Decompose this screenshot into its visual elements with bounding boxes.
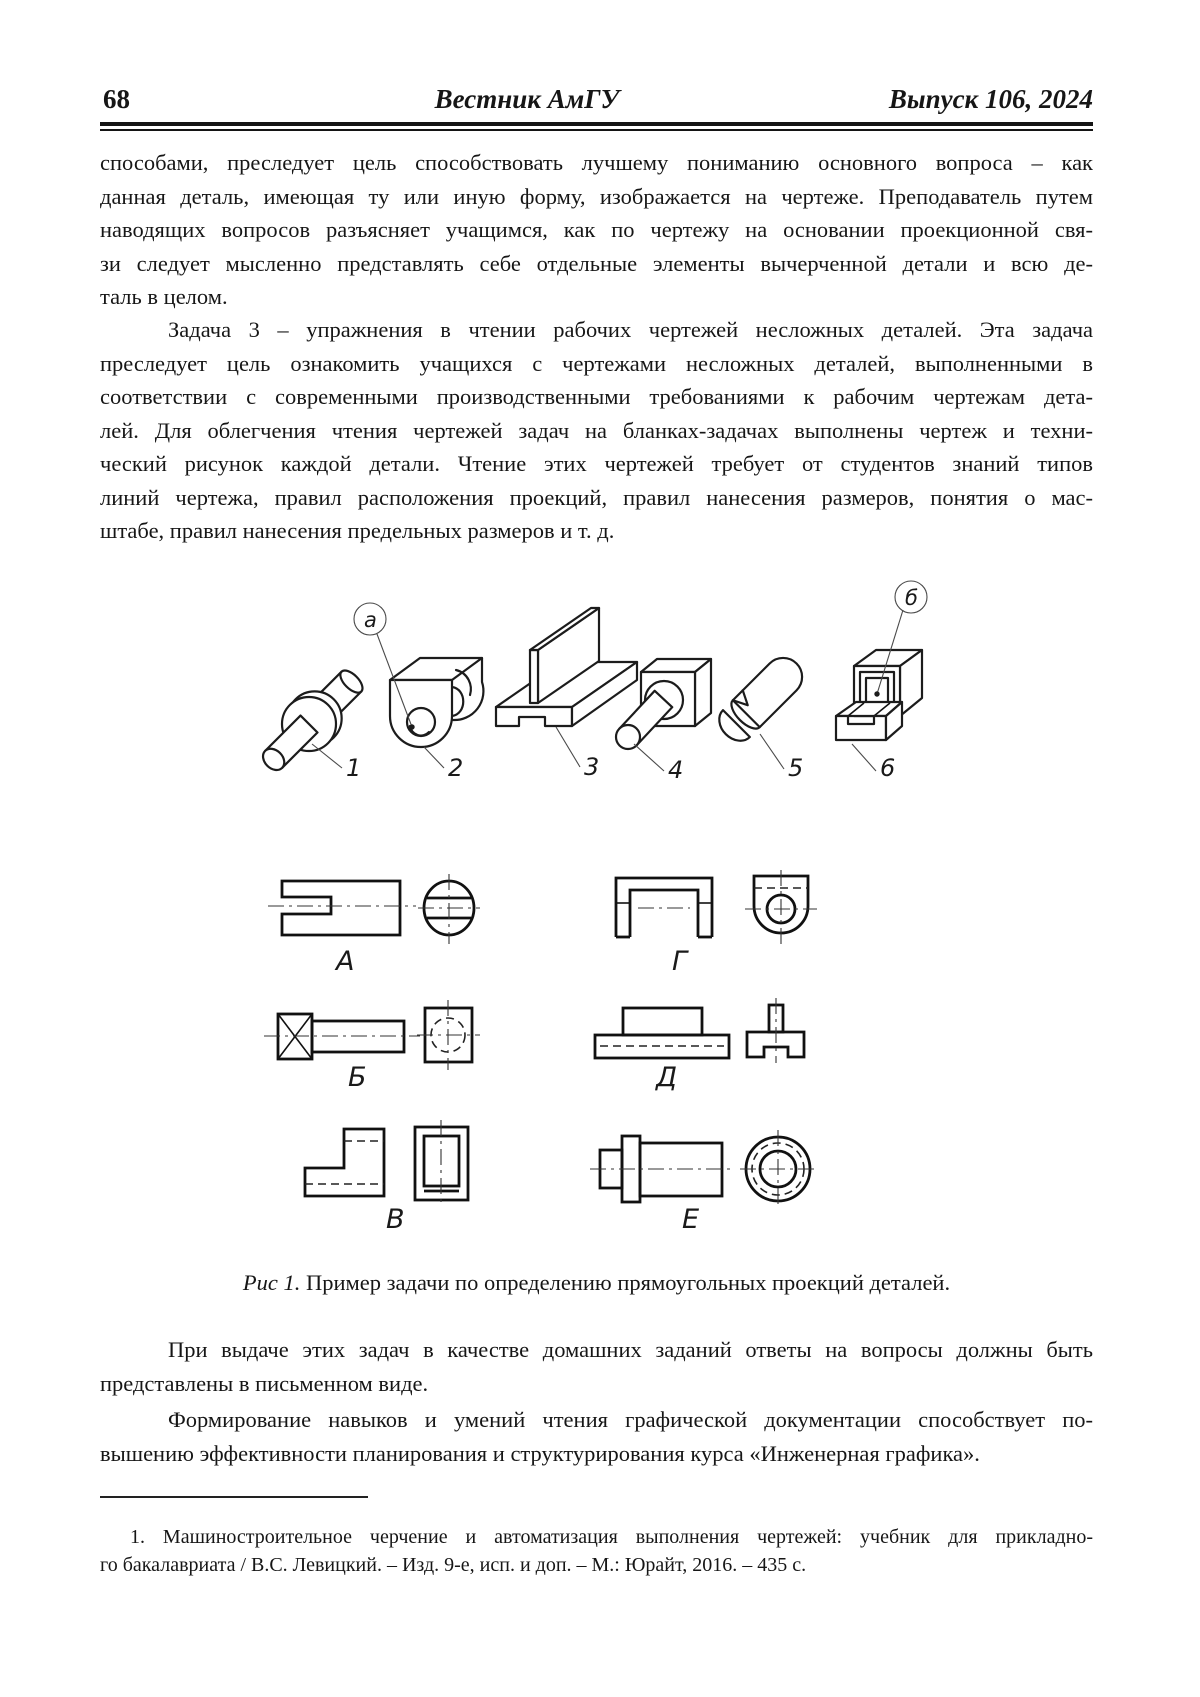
text-line: зи следует мысленно представлять себе отдельные элементы вычерченной детали и всю де- (100, 250, 1093, 276)
callout-b-label: б (905, 586, 918, 610)
projection-G (616, 870, 817, 977)
projection-label-A: А (336, 946, 355, 977)
text-line: ческий рисунок каждой детали. Чтение этих чертежей требует от студентов знаний типов (100, 451, 1093, 476)
text-line: соответствии с современными производственными требованиями к рабочим чертежам дета- (100, 384, 1093, 409)
text-line: представлены в письменном виде. (100, 1370, 429, 1396)
text-line: Задача 3 – упражнения в чтении рабочих чертежей несложных деталей. Эта задача (168, 317, 1093, 342)
part-3-plate-with-rib (496, 608, 637, 726)
projection-label-G: Г (672, 946, 688, 977)
text-line: Формирование навыков и умений чтения графической документации способствует по- (168, 1407, 1093, 1432)
projection-E (590, 1130, 816, 1235)
figure-caption (100, 1270, 1093, 1296)
page-number: 68 (103, 84, 130, 114)
text-line: таль в целом. (100, 284, 228, 309)
text-line: вышению эффективности планирования и структурирования курса «Инженерная графика». (100, 1440, 980, 1466)
footnote (100, 1524, 1093, 1579)
text-line: го бакалавриата / В.С. Левицкий. – Изд. 9-е, исп. и доп. – М.: Юрайт, 2016. – 435 с. (100, 1553, 807, 1576)
text-line: лей. Для облегчения чтения чертежей задач на бланках-задачах выполнены чертеж и техни- (100, 417, 1093, 443)
paragraph-4 (100, 1403, 1093, 1470)
issue-label: Выпуск 106, 2024 (888, 84, 1093, 114)
callout-a (354, 603, 415, 730)
text-line: наводящих вопросов разъясняет учащимся, как по чертежу на основании проекционной свя- (100, 217, 1093, 242)
projection-label-D: Д (656, 1062, 678, 1093)
text-line: линий чертежа, правил расположения проекций, правил нанесения размеров, понятия о мас- (100, 484, 1093, 510)
part-number-1: 1 (346, 754, 362, 782)
figure-caption-label: Рис 1. (242, 1270, 301, 1295)
text-line: преследует цель ознакомить учащихся с чертежами несложных деталей, выполненными в (100, 350, 1093, 376)
projection-V (305, 1120, 468, 1235)
part-number-5: 5 (788, 754, 804, 782)
projection-B (264, 1000, 480, 1093)
projection-label-V: В (386, 1204, 405, 1235)
part-number-3: 3 (584, 753, 600, 781)
part-number-2: 2 (448, 754, 464, 782)
projection-label-E: Е (682, 1204, 700, 1235)
figure-caption-text: Пример задачи по определению прямоугольных проекций деталей. (300, 1270, 951, 1295)
journal-title: Вестник АмГУ (434, 84, 620, 114)
text-line: способами, преследует цель способствовать лучшему пониманию основного вопроса – как (100, 150, 1093, 175)
callout-a-label: а (364, 608, 377, 632)
part-number-4: 4 (668, 756, 684, 784)
text-line: 1. Машиностроительное черчение и автоматизация выполнения чертежей: учебник для прикладно- (130, 1526, 1093, 1548)
part-number-6: 6 (880, 754, 896, 782)
projection-label-B: Б (348, 1062, 367, 1093)
text-line: данная деталь, имеющая ту или иную форму, изображается на чертеже. Преподаватель путем (100, 183, 1093, 209)
projection-A (268, 874, 480, 977)
part-5-slotted-cylinder (712, 650, 810, 748)
projection-D (595, 998, 804, 1093)
text-line: При выдаче этих задач в качестве домашних заданий ответы на вопросы должны быть (168, 1337, 1093, 1362)
footnote-rule (100, 1496, 368, 1498)
text-line: штабе, правил нанесения предельных размеров и т. д. (100, 518, 615, 543)
part-2-clevis (390, 658, 483, 747)
paragraph-3 (100, 1333, 1093, 1400)
